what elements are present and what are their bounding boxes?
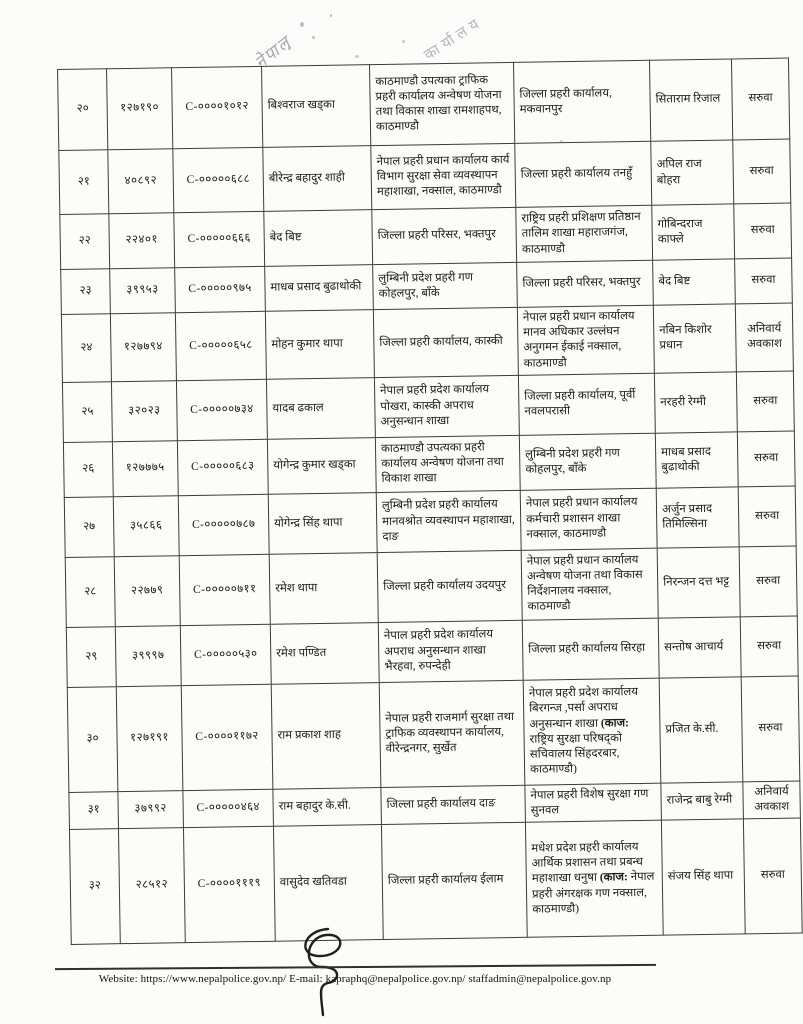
remarks-cell: सरुवा (736, 371, 794, 432)
serial-number-cell: ३० (67, 686, 118, 792)
transferred-office-text: जिल्ला प्रहरी कार्यालय तनहुँ (520, 166, 633, 181)
officer-name-cell: रमेश पण्डित (270, 622, 379, 684)
transferred-office-text: जिल्ला प्रहरी कार्यालय, मकवानपुर (519, 87, 612, 116)
serial-number-cell: २८ (65, 556, 115, 627)
stamp-speck (402, 40, 405, 43)
stamp-text-nepal: नेपाल (251, 32, 296, 73)
stamp-speck (288, 46, 291, 50)
current-office-cell: नेपाल प्रहरी राजमार्ग सुरक्षा तथा ट्राफिक व्यवस्थापन कार्यालय, वीरेन्द्रनगर, सुर्खेत (379, 680, 525, 787)
remarks-cell: सरुवा (738, 486, 796, 547)
replacement-officer-cell: संजय सिंह थापा (661, 819, 745, 935)
transferred-office-cell (523, 678, 661, 785)
replacement-officer-cell: नबिन किशोर प्रधान (653, 304, 736, 373)
remarks-cell: सरुवा (737, 431, 795, 487)
current-office-cell: जिल्ला प्रहरी कार्यालय दाङ (381, 785, 526, 825)
current-office-cell: जिल्ला प्रहरी परिसर, भक्तपुर (372, 207, 517, 264)
replacement-officer-cell: प्रजित के.सी. (659, 677, 743, 783)
serial-number-cell: २२ (60, 214, 110, 270)
transferred-office-cell (516, 205, 653, 262)
citizen-code-cell: C-००००१११९ (183, 826, 275, 942)
transferred-office-cell (525, 783, 662, 822)
transferred-office-cell (517, 260, 654, 307)
regimental-number-cell: २२७७९ (114, 555, 180, 626)
citizen-code-cell: C-००००११७२ (181, 684, 273, 790)
current-office-cell: लुम्बिनी प्रदेश प्रहरी गण कोहलपुर, बाँके (373, 262, 518, 309)
replacement-officer-cell: निरन्जन दत्त भट्ट (657, 547, 740, 618)
officer-name-cell: योगेन्द्र कुमार खड्का (267, 437, 376, 494)
officer-name-cell: बेद बिष्ट (264, 210, 373, 267)
transferred-office-text: नेपाल प्रहरी प्रधान कार्यालय अन्वेषण योजना तथा विकास निर्देशनालय नक्साल, काठमाण्डौ (526, 553, 643, 614)
officer-name-cell: मोहन कुमार थापा (265, 310, 374, 379)
regimental-number-cell: ३९९९७ (115, 625, 181, 686)
citizen-code-cell: C-०००००७३४ (176, 379, 267, 440)
remarks-cell: सरुवा (733, 139, 791, 204)
current-office-cell: नेपाल प्रहरी प्रदेश कार्यालय पोखरा, कास्की अपराध अनुसन्धान शाखा (374, 375, 519, 437)
current-office-cell: नेपाल प्रहरी प्रदेश कार्यालय अपराध अनुसन्धान शाखा भैरहवा, रुपन्देही (378, 620, 523, 682)
citizen-code-cell: C-०००००६८८ (173, 147, 264, 212)
stamp-speck (330, 14, 332, 17)
replacement-officer-cell: अपिल राज बोहरा (651, 140, 734, 205)
regimental-number-cell: १२७१९१ (116, 685, 183, 791)
remarks-cell: सरुवा (735, 258, 793, 304)
current-office-cell: जिल्ला प्रहरी कार्यालय ईलाम (381, 822, 527, 939)
regimental-number-cell: ४०८९२ (108, 149, 174, 214)
kaaj-note-text: राष्ट्रिय सुरक्षा परिषद्को सचिवालय सिंहदरबार, काठमाण्डौ) (529, 731, 622, 776)
table-row (58, 58, 790, 150)
kaaj-note-text: नेपाल प्रहरी अंगरक्षक गण नक्साल, काठमाण्डौ) (531, 871, 655, 916)
transferred-office-cell (513, 60, 650, 143)
regimental-number-cell: २८५१२ (118, 828, 185, 944)
police-transfer-table (57, 58, 803, 945)
replacement-officer-cell: सिताराम रिजाल (649, 59, 732, 141)
remarks-cell: सरुवा (743, 818, 802, 934)
regimental-number-cell: ३५८६६ (113, 495, 179, 556)
transferred-office-text: जिल्ला प्रहरी परिसर, भक्तपुर (522, 276, 641, 291)
table-row (67, 676, 800, 792)
officer-name-cell: रमेश थापा (269, 552, 378, 624)
regimental-number-cell: १२७७९४ (110, 313, 176, 382)
serial-number-cell: ३२ (69, 829, 120, 945)
officer-name-cell: राम प्रकाश शाह (271, 682, 381, 789)
current-office-cell: जिल्ला प्रहरी कार्यालय उदयपुर (377, 550, 522, 622)
serial-number-cell: २७ (64, 496, 114, 557)
transferred-office-cell (519, 433, 656, 490)
transferred-office-text: मधेश प्रदेश प्रहरी कार्यालय आर्थिक प्रशासन तथा प्रबन्ध महाशाखा धनुषा (531, 841, 643, 886)
serial-number-cell: ३१ (69, 791, 119, 829)
stamp-speck (355, 55, 359, 58)
transferred-office-text: नेपाल प्रहरी प्रधान कार्यालय मानव अधिकार उल्लंघन अनुगमन ईकाई नक्साल, काठमाण्डौ (522, 310, 635, 370)
serial-number-cell: २९ (66, 626, 116, 687)
citizen-code-cell: C-०००००५३० (180, 624, 271, 685)
citizen-code-cell: C-०००००६६६ (174, 211, 265, 267)
regimental-number-cell: २२४०१ (109, 213, 175, 269)
current-office-cell: काठमाण्डौ उपत्यका ट्राफिक प्रहरी कार्यालय अन्वेषण योजना तथा विकास शाखा रामशाहपथ, काठमाण्डौ (370, 62, 515, 145)
remarks-cell: सरुवा (739, 546, 797, 617)
transferred-office-cell (525, 820, 663, 937)
citizen-code-cell: C-०००००७११ (179, 554, 270, 625)
kaaj-note-label: (काज: (600, 716, 629, 730)
signature-scribble (288, 925, 360, 1017)
officer-name-cell: यादब ढकाल (266, 377, 375, 439)
regimental-number-cell: ३७९९२ (118, 790, 184, 828)
regimental-number-cell: ३९९५३ (110, 268, 176, 314)
citizen-code-cell: C-०००००९७५ (175, 266, 266, 312)
transferred-office-cell (520, 488, 657, 550)
replacement-officer-cell: राजेन्द्र बाबु रेग्मी (661, 782, 744, 821)
regimental-number-cell: १२७१९० (107, 68, 173, 150)
replacement-officer-cell: माधब प्रसाद बुढाथोकी (655, 432, 738, 488)
replacement-officer-cell: सन्तोष आचार्य (658, 617, 741, 678)
serial-number-cell: २६ (63, 441, 113, 497)
remarks-cell: सरुवा (731, 58, 789, 140)
officer-name-cell: बिश्वराज खड्का (262, 65, 371, 148)
serial-number-cell: २४ (61, 314, 111, 382)
transferred-office-text: लुम्बिनी प्रदेश प्रहरी गण कोहलपुर, बाँके (525, 446, 620, 476)
regimental-number-cell: १२७७७५ (112, 440, 178, 496)
serial-number-cell: २५ (62, 381, 112, 442)
transferred-office-text: नेपाल प्रहरी प्रदेश कार्यालय बिरगन्ज ,पर्सा अपराध अनुसन्धान शाखा (528, 686, 639, 731)
current-office-cell: लुम्बिनी प्रदेश प्रहरी कार्यालय मानवश्रोत व्यवस्थापन महाशाखा, दाङ (376, 490, 521, 552)
current-office-cell: नेपाल प्रहरी प्रधान कार्यालय कार्य विभाग सुरक्षा सेवा व्यवस्थापन महाशाखा, नक्साल, काठमाण्डौ (371, 143, 516, 209)
transferred-office-cell (518, 373, 655, 435)
remarks-cell: अनिवार्य अवकाश (743, 781, 801, 819)
footer-contact-line: Website: https://www.nepalpolice.gov.np/ E-mail: kapraphq@nepalpolice.gov.np/ staffadmin@nepalpolice.gov.np (98, 973, 612, 985)
remarks-cell: अनिवार्य अवकाश (735, 303, 793, 372)
replacement-officer-cell: नरहरी रेग्मी (654, 372, 737, 433)
officer-name-cell: योगेन्द्र सिंह थापा (268, 492, 377, 554)
replacement-officer-cell: बेद बिष्ट (653, 259, 736, 305)
serial-number-cell: २३ (61, 269, 111, 315)
transferred-office-text: जिल्ला प्रहरी कार्यालय, पूर्वी नवलपरासी (524, 389, 636, 418)
regimental-number-cell: ३२०२३ (111, 380, 177, 441)
serial-number-cell: २० (58, 69, 108, 151)
citizen-code-cell: C-०००००६५८ (175, 311, 266, 380)
officer-name-cell: माधब प्रसाद बुढाथोकी (265, 265, 374, 312)
remarks-cell: सरुवा (734, 203, 792, 259)
citizen-code-cell: C-००००१०१२ (172, 66, 263, 148)
serial-number-cell: २१ (59, 150, 109, 215)
transferred-office-text: राष्ट्रिय प्रहरी प्रशिक्षण प्रतिष्ठान तालिम शाखा महाराजगंज, काठमाण्डौ (521, 211, 641, 256)
transferred-office-cell (521, 548, 658, 620)
transferred-office-text: जिल्ला प्रहरी कार्यालय सिरहा (528, 641, 646, 656)
table-row (69, 818, 802, 944)
transfer-table-region (57, 59, 790, 945)
stamp-speck (300, 22, 304, 27)
stamp-text-karyalaya: कार्यालय (421, 13, 487, 64)
transferred-office-cell (515, 141, 652, 207)
remarks-cell: सरुवा (741, 676, 800, 782)
kaaj-note-label: (काज: (599, 871, 628, 885)
stamp-speck (312, 36, 315, 39)
replacement-officer-cell: अर्जुन प्रसाद तिमिल्सिना (656, 487, 739, 548)
current-office-cell: जिल्ला प्रहरी कार्यालय, कास्की (373, 307, 518, 377)
citizen-code-cell: C-०००००६८३ (177, 439, 268, 495)
table-row (61, 303, 793, 382)
transferred-office-text: नेपाल प्रहरी प्रधान कार्यालय कर्मचारी प्रशासन शाखा नक्साल, काठमाण्डौ (525, 496, 638, 541)
officer-name-cell: बीरेन्द्र बहादुर शाही (263, 146, 372, 212)
transferred-office-cell (517, 305, 654, 375)
transferred-office-text: नेपाल प्रहरी विशेष सुरक्षा गण सुनवल (530, 787, 649, 817)
citizen-code-cell: C-०००००४६४ (183, 789, 274, 828)
transferred-office-cell (522, 618, 659, 680)
current-office-cell: काठमाण्डौ उपत्यका प्रहरी कार्यालय अन्वेषण योजना तथा विकाश शाखा (375, 435, 520, 492)
remarks-cell: सरुवा (740, 616, 798, 677)
replacement-officer-cell: गोबिन्दराज काफ्ले (652, 204, 735, 260)
table-row (65, 546, 797, 627)
officer-name-cell: वासुदेव खतिवडा (273, 825, 383, 942)
citizen-code-cell: C-०००००७८७ (178, 494, 269, 555)
officer-name-cell: राम बहादुर के.सी. (273, 787, 382, 826)
table-row (59, 139, 791, 214)
